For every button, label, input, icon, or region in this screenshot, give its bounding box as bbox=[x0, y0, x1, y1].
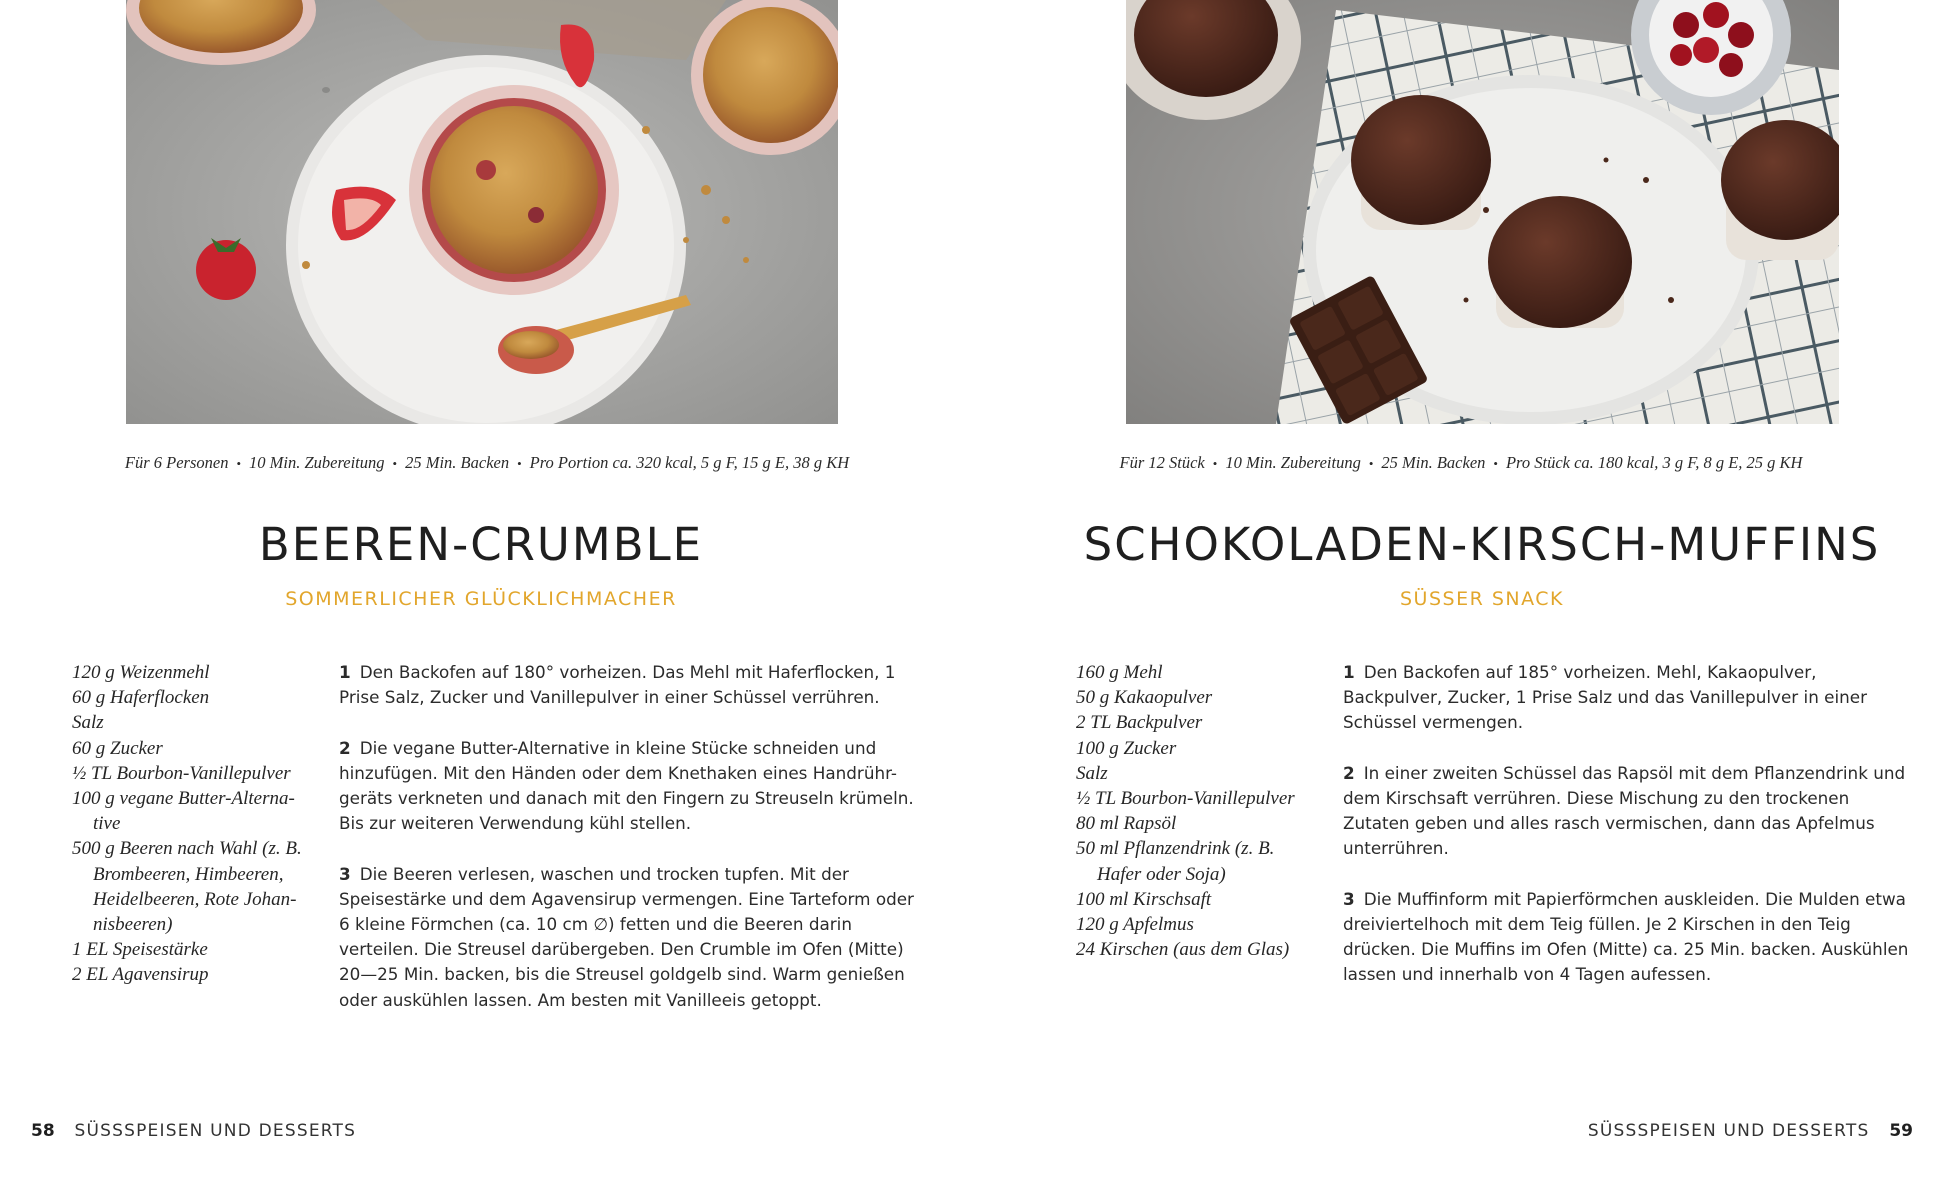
instruction-steps bbox=[1343, 660, 1918, 1013]
ingredient-item: ½ TL Bourbon-Vanillepulver bbox=[72, 762, 291, 784]
ingredient-item: 50 g Kakaopulver bbox=[1076, 687, 1213, 709]
servings: Für 6 Personen bbox=[124, 453, 229, 472]
step-text: Die Beeren verlesen, waschen und trocken tupfen. Mit der Speisestärke und dem Agavensirup vermengen. Eine Tarteform oder 6 kleine Förmchen (ca. 10 cm ∅) fetten und die Beeren darin verteilen. Die Streusel darübergeben. Den Crumble im Ofen (Mitte) 20—25 Min. backen, bis die Streusel goldgelb sind. Warm genießen oder auskühlen lassen. Am besten mit Vanilleeis getoppt. bbox=[339, 863, 914, 1010]
ingredient-item: 120 g Apfelmus bbox=[1076, 914, 1194, 936]
recipe-meta-line bbox=[974, 453, 1948, 473]
bullet-separator: • bbox=[1368, 456, 1374, 471]
step-number: 2 bbox=[1343, 762, 1355, 783]
bullet-separator: • bbox=[1212, 456, 1218, 471]
right-page bbox=[974, 0, 1948, 1181]
step-number: 2 bbox=[339, 737, 351, 758]
instruction-step bbox=[339, 862, 914, 1013]
section-name: SÜSSSPEISEN UND DESSERTS bbox=[1587, 1121, 1870, 1141]
ingredient-item: 120 g Weizenmehl bbox=[72, 662, 210, 683]
ingredient-item: 60 g Haferflocken bbox=[72, 687, 210, 709]
berry-crumble-photo bbox=[126, 0, 838, 424]
ingredient-item: Salz bbox=[72, 712, 104, 734]
ingredient-item: 100 g Zucker bbox=[1076, 737, 1177, 759]
ingredient-item: 100 ml Kirschsaft bbox=[1076, 888, 1212, 910]
servings: Für 12 Stück bbox=[1119, 453, 1205, 472]
ingredient-item: 1 EL Speisestärke bbox=[72, 939, 208, 961]
recipe-meta-line bbox=[0, 453, 974, 473]
step-text: Den Backofen auf 185° vorheizen. Mehl, Kakaopulver, Backpulver, Zucker, 1 Prise Salz und das Vanillepulver in einer Schüssel vermengen. bbox=[1343, 662, 1868, 733]
nutrition: Pro Portion ca. 320 kcal, 5 g F, 15 g E, 38 g KH bbox=[529, 453, 850, 472]
bake-time: 25 Min. Backen bbox=[405, 453, 510, 472]
instruction-step bbox=[1343, 761, 1918, 862]
nutrition: Pro Stück ca. 180 kcal, 3 g F, 8 g E, 25 g KH bbox=[1505, 453, 1803, 472]
recipe-subtitle: SOMMERLICHER GLÜCKLICHMACHER bbox=[285, 588, 677, 610]
ingredient-list bbox=[72, 660, 312, 988]
ingredient-item: 24 Kirschen (aus dem Glas) bbox=[1076, 939, 1290, 961]
step-text: Die Muffinform mit Papierförmchen auskleiden. Die Mulden etwa dreiviertelhoch mit dem Teig füllen. Je 2 Kirschen in den Teig drücken. Die Muffins im Ofen (Mitte) ca. 25 Min. backen. Auskühlen lassen und innerhalb von 4 Tagen aufessen. bbox=[1343, 888, 1909, 985]
bullet-separator: • bbox=[236, 456, 242, 471]
bullet-separator: • bbox=[1493, 456, 1498, 471]
ingredient-item: 2 EL Agavensirup bbox=[72, 964, 209, 986]
page-footer bbox=[1588, 1121, 1913, 1141]
section-name: SÜSSSPEISEN UND DESSERTS bbox=[74, 1121, 357, 1141]
prep-time: 10 Min. Zubereitung bbox=[249, 453, 385, 472]
step-number: 3 bbox=[339, 863, 351, 884]
recipe-subtitle: SÜSSER SNACK bbox=[1400, 588, 1564, 610]
instruction-step bbox=[1343, 660, 1918, 736]
crumble-photo-illustration bbox=[126, 0, 838, 424]
page-number: 59 bbox=[1889, 1121, 1913, 1141]
page-number: 58 bbox=[31, 1121, 55, 1141]
bullet-separator: • bbox=[517, 456, 522, 471]
step-number: 3 bbox=[1343, 888, 1355, 909]
chocolate-muffin-photo bbox=[1126, 0, 1839, 424]
page-footer bbox=[31, 1121, 356, 1141]
step-number: 1 bbox=[1343, 662, 1355, 682]
recipe-title: BEEREN-CRUMBLE bbox=[258, 518, 704, 571]
step-text: Die vegane Butter-Alternative in kleine Stücke schneiden und hinzufügen. Mit den Händen oder dem Knethaken eines Handrühr-geräts verkneten und danach mit den Fingern zu Streuseln krümeln. Bis zur weiteren Verwendung kühl stellen. bbox=[339, 737, 914, 834]
ingredient-list bbox=[1076, 660, 1316, 962]
ingredient-item: 80 ml Rapsöl bbox=[1076, 813, 1177, 835]
step-number: 1 bbox=[339, 662, 351, 682]
ingredient-item: 160 g Mehl bbox=[1076, 662, 1163, 683]
ingredient-item: Salz bbox=[1076, 762, 1108, 784]
instruction-steps bbox=[339, 660, 914, 1038]
ingredient-item: 2 TL Backpulver bbox=[1076, 712, 1203, 734]
instruction-step bbox=[339, 736, 914, 837]
step-text: In einer zweiten Schüssel das Rapsöl mit dem Pflanzendrink und dem Kirschsaft verrühren. Diese Mischung zu den trockenen Zutaten geben und alles rasch vermischen, dann das Apfelmus unterrühren. bbox=[1343, 762, 1906, 859]
instruction-step bbox=[339, 660, 914, 710]
bake-time: 25 Min. Backen bbox=[1381, 453, 1486, 472]
instruction-step bbox=[1343, 887, 1918, 988]
ingredient-item: ½ TL Bourbon-Vanillepulver bbox=[1076, 788, 1295, 810]
bullet-separator: • bbox=[392, 456, 398, 471]
muffin-photo-illustration bbox=[1126, 0, 1839, 424]
prep-time: 10 Min. Zubereitung bbox=[1225, 453, 1361, 472]
ingredient-item: 100 g vegane Butter-Alterna-tive bbox=[72, 788, 295, 835]
ingredient-item: 500 g Beeren nach Wahl (z. B. Brombeeren, Himbeeren, Heidelbeeren, Rote Johan-nisbeeren) bbox=[72, 838, 302, 936]
step-text: Den Backofen auf 180° vorheizen. Das Mehl mit Haferflocken, 1 Prise Salz, Zucker und Vanillepulver in einer Schüssel verrühren. bbox=[339, 662, 896, 708]
recipe-title: SCHOKOLADEN-KIRSCH-MUFFINS bbox=[1083, 518, 1881, 571]
ingredient-item: 60 g Zucker bbox=[72, 737, 163, 759]
ingredient-item: 50 ml Pflanzendrink (z. B. Hafer oder Soja) bbox=[1076, 838, 1275, 885]
